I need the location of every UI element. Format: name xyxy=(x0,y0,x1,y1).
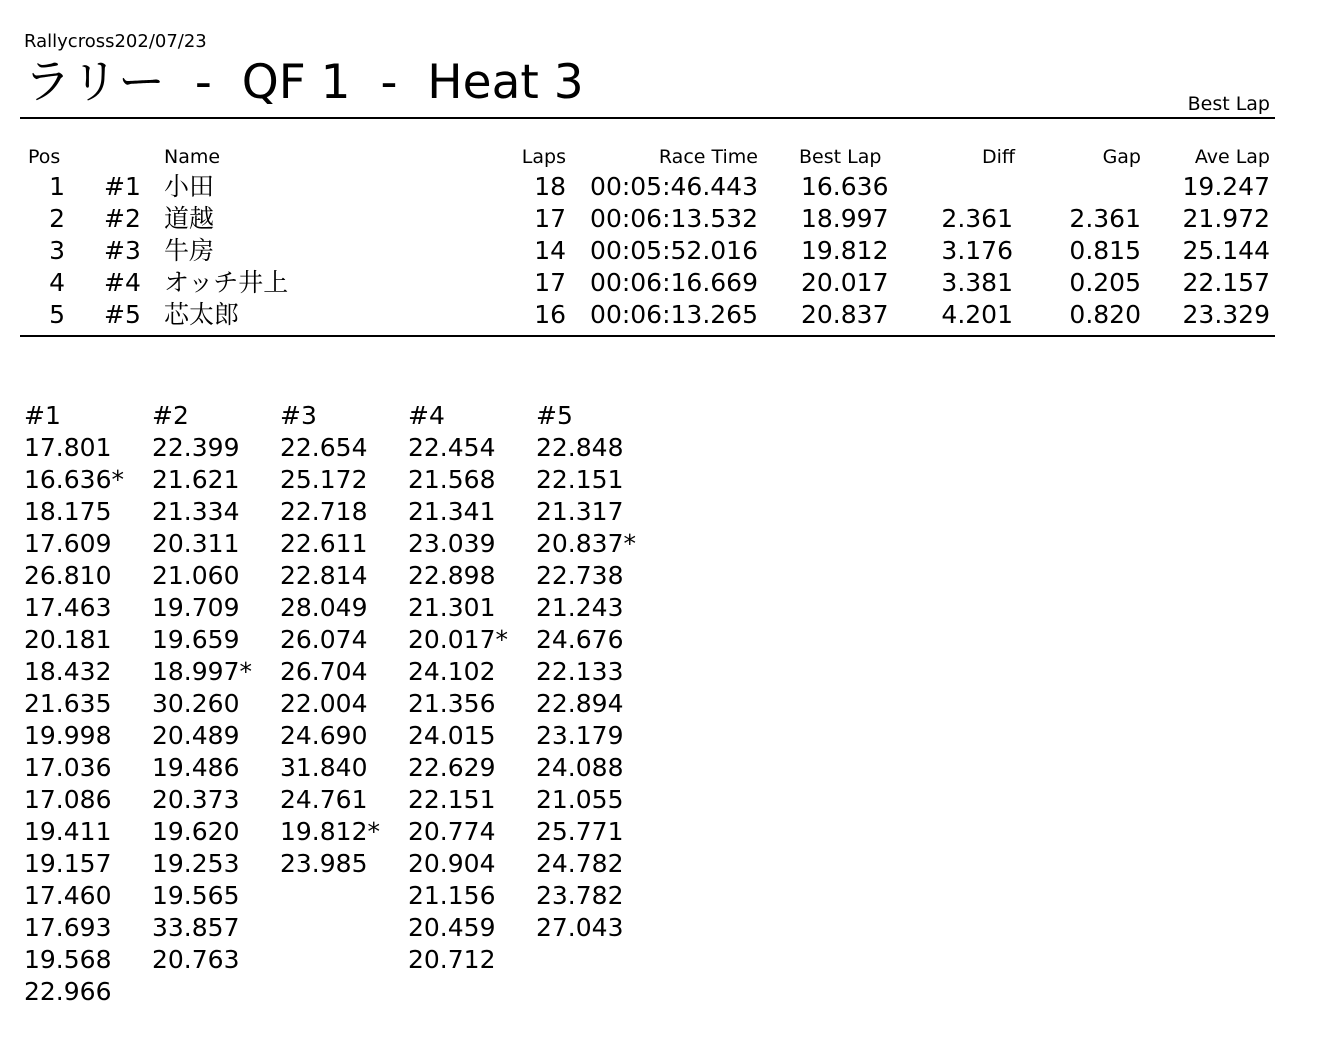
lap-time: 22.611 xyxy=(280,529,368,558)
results-header-row xyxy=(0,143,1317,171)
col-header-ave-lap: Ave Lap xyxy=(1194,146,1270,168)
lap-time: 20.489 xyxy=(152,721,240,750)
lap-time: 23.039 xyxy=(408,529,496,558)
lap-time: 33.857 xyxy=(152,913,240,942)
lap-time: 21.568 xyxy=(408,465,496,494)
lap-time: 27.043 xyxy=(536,913,624,942)
results-table xyxy=(0,143,1317,331)
lap-time: 26.074 xyxy=(280,625,368,654)
result-best-lap: 19.812 xyxy=(801,236,889,265)
result-row xyxy=(0,171,1317,203)
lap-time: 26.810 xyxy=(24,561,112,590)
lap-time: 21.156 xyxy=(408,881,496,910)
lap-time: 24.690 xyxy=(280,721,368,750)
lap-time: 23.985 xyxy=(280,849,368,878)
lap-time: 31.840 xyxy=(280,753,368,782)
result-pos: 4 xyxy=(49,268,65,297)
result-gap: 0.815 xyxy=(1069,236,1141,265)
lap-time: 17.463 xyxy=(24,593,112,622)
lap-time: 21.334 xyxy=(152,497,240,526)
lap-time: 20.181 xyxy=(24,625,112,654)
lap-times-column xyxy=(280,400,380,880)
result-row xyxy=(0,299,1317,331)
lap-time: 19.709 xyxy=(152,593,240,622)
lap-time: 19.620 xyxy=(152,817,240,846)
lap-time: 17.693 xyxy=(24,913,112,942)
lap-time: 17.609 xyxy=(24,529,112,558)
result-pos: 1 xyxy=(49,172,65,201)
lap-time: 22.654 xyxy=(280,433,368,462)
lap-time: 22.454 xyxy=(408,433,496,462)
result-diff: 4.201 xyxy=(941,300,1013,329)
lap-time: 20.837* xyxy=(536,529,636,558)
event-subtitle: Rallycross202/07/23 xyxy=(24,31,207,52)
lap-time: 21.621 xyxy=(152,465,240,494)
lap-time: 22.738 xyxy=(536,561,624,590)
lap-time: 22.898 xyxy=(408,561,496,590)
result-pos: 2 xyxy=(49,204,65,233)
lap-column-header: #4 xyxy=(408,401,445,430)
lap-time: 22.718 xyxy=(280,497,368,526)
lap-time: 21.055 xyxy=(536,785,624,814)
lap-time: 22.966 xyxy=(24,977,112,1006)
lap-time: 21.356 xyxy=(408,689,496,718)
result-laps: 17 xyxy=(534,268,566,297)
lap-time: 22.894 xyxy=(536,689,624,718)
col-header-race-time: Race Time xyxy=(658,146,758,168)
result-car-number: #5 xyxy=(104,300,141,329)
lap-time: 22.629 xyxy=(408,753,496,782)
lap-time: 19.568 xyxy=(24,945,112,974)
lap-time: 19.565 xyxy=(152,881,240,910)
lap-time: 20.712 xyxy=(408,945,496,974)
result-race-time: 00:05:52.016 xyxy=(590,236,758,265)
result-laps: 14 xyxy=(534,236,566,265)
lap-time: 20.904 xyxy=(408,849,496,878)
result-race-time: 00:06:13.265 xyxy=(590,300,758,329)
result-ave-lap: 22.157 xyxy=(1182,268,1270,297)
lap-time: 19.659 xyxy=(152,625,240,654)
lap-time: 17.036 xyxy=(24,753,112,782)
result-laps: 18 xyxy=(534,172,566,201)
lap-time: 22.399 xyxy=(152,433,240,462)
result-race-time: 00:06:13.532 xyxy=(590,204,758,233)
result-best-lap: 20.017 xyxy=(801,268,889,297)
lap-time: 19.157 xyxy=(24,849,112,878)
result-car-number: #4 xyxy=(104,268,141,297)
lap-time: 24.088 xyxy=(536,753,624,782)
col-header-diff: Diff xyxy=(982,146,1015,168)
lap-time: 19.411 xyxy=(24,817,112,846)
lap-time: 19.486 xyxy=(152,753,240,782)
lap-time: 22.848 xyxy=(536,433,624,462)
lap-time: 21.635 xyxy=(24,689,112,718)
lap-time: 25.771 xyxy=(536,817,624,846)
result-race-time: 00:06:16.669 xyxy=(590,268,758,297)
lap-time: 21.317 xyxy=(536,497,624,526)
result-laps: 16 xyxy=(534,300,566,329)
col-header-laps: Laps xyxy=(521,146,566,168)
lap-time: 20.017* xyxy=(408,625,508,654)
col-header-best-lap: Best Lap xyxy=(799,146,882,168)
lap-time: 22.151 xyxy=(536,465,624,494)
result-diff: 3.381 xyxy=(941,268,1013,297)
lap-time: 22.133 xyxy=(536,657,624,686)
lap-time: 18.997* xyxy=(152,657,252,686)
lap-time: 17.086 xyxy=(24,785,112,814)
result-gap: 0.820 xyxy=(1069,300,1141,329)
result-pos: 5 xyxy=(49,300,65,329)
lap-time: 18.432 xyxy=(24,657,112,686)
lap-time: 22.151 xyxy=(408,785,496,814)
lap-time: 19.812* xyxy=(280,817,380,846)
lap-times-column xyxy=(536,400,636,944)
result-best-lap: 20.837 xyxy=(801,300,889,329)
lap-times-column xyxy=(152,400,252,976)
lap-time: 16.636* xyxy=(24,465,124,494)
lap-time: 21.060 xyxy=(152,561,240,590)
lap-column-header: #1 xyxy=(24,401,61,430)
result-laps: 17 xyxy=(534,204,566,233)
result-car-number: #2 xyxy=(104,204,141,233)
page-title: ラリー - QF 1 - Heat 3 xyxy=(24,55,584,110)
result-best-lap: 16.636 xyxy=(801,172,889,201)
result-ave-lap: 25.144 xyxy=(1182,236,1270,265)
result-row xyxy=(0,203,1317,235)
lap-time: 21.301 xyxy=(408,593,496,622)
result-row xyxy=(0,267,1317,299)
lap-time: 20.763 xyxy=(152,945,240,974)
lap-time: 30.260 xyxy=(152,689,240,718)
col-header-pos: Pos xyxy=(28,146,61,168)
lap-time: 20.774 xyxy=(408,817,496,846)
lap-time: 24.761 xyxy=(280,785,368,814)
lap-time: 24.676 xyxy=(536,625,624,654)
result-diff: 2.361 xyxy=(941,204,1013,233)
lap-time: 21.341 xyxy=(408,497,496,526)
lap-time: 19.253 xyxy=(152,849,240,878)
lap-times-column xyxy=(408,400,508,976)
lap-column-header: #5 xyxy=(536,401,573,430)
lap-time: 20.311 xyxy=(152,529,240,558)
result-driver-name: 牛房 xyxy=(164,236,215,265)
result-ave-lap: 19.247 xyxy=(1182,172,1270,201)
lap-time: 24.015 xyxy=(408,721,496,750)
result-row xyxy=(0,235,1317,267)
lap-time: 26.704 xyxy=(280,657,368,686)
result-best-lap: 18.997 xyxy=(801,204,889,233)
result-race-time: 00:05:46.443 xyxy=(590,172,758,201)
lap-time: 28.049 xyxy=(280,593,368,622)
lap-time: 25.172 xyxy=(280,465,368,494)
lap-time: 17.460 xyxy=(24,881,112,910)
result-ave-lap: 23.329 xyxy=(1182,300,1270,329)
result-gap: 2.361 xyxy=(1069,204,1141,233)
sort-label: Best Lap xyxy=(1187,93,1270,115)
result-pos: 3 xyxy=(49,236,65,265)
lap-time: 21.243 xyxy=(536,593,624,622)
result-driver-name: 小田 xyxy=(164,172,215,201)
result-driver-name: 道越 xyxy=(164,204,215,233)
lap-column-header: #2 xyxy=(152,401,189,430)
lap-time: 20.373 xyxy=(152,785,240,814)
result-diff: 3.176 xyxy=(941,236,1013,265)
result-ave-lap: 21.972 xyxy=(1182,204,1270,233)
lap-time: 19.998 xyxy=(24,721,112,750)
lap-column-header: #3 xyxy=(280,401,317,430)
lap-time: 22.004 xyxy=(280,689,368,718)
lap-time: 17.801 xyxy=(24,433,112,462)
bottom-divider xyxy=(20,335,1275,337)
result-car-number: #1 xyxy=(104,172,141,201)
lap-times-column xyxy=(24,400,124,1008)
lap-time: 24.782 xyxy=(536,849,624,878)
result-gap: 0.205 xyxy=(1069,268,1141,297)
result-car-number: #3 xyxy=(104,236,141,265)
col-header-name: Name xyxy=(164,146,221,168)
lap-time: 23.179 xyxy=(536,721,624,750)
lap-time: 22.814 xyxy=(280,561,368,590)
top-divider xyxy=(20,117,1275,119)
lap-time: 23.782 xyxy=(536,881,624,910)
result-driver-name: オッチ井上 xyxy=(164,268,289,297)
lap-time: 18.175 xyxy=(24,497,112,526)
result-driver-name: 芯太郎 xyxy=(164,300,240,329)
lap-time: 20.459 xyxy=(408,913,496,942)
col-header-gap: Gap xyxy=(1102,146,1141,168)
lap-time: 24.102 xyxy=(408,657,496,686)
